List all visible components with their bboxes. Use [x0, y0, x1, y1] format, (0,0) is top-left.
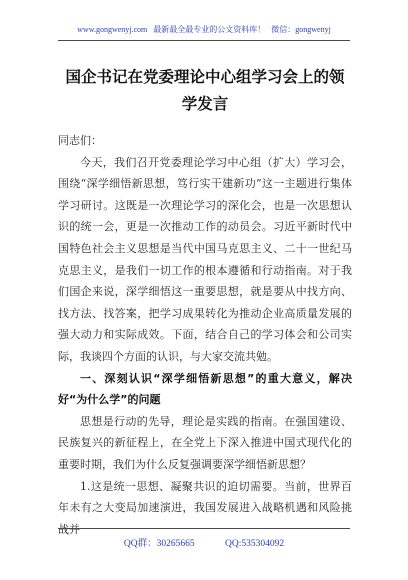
page-header: [0, 24, 408, 35]
document-body: [58, 130, 352, 540]
header-url[interactable]: www.gongwenyj.com: [77, 25, 148, 34]
document-title: 国企书记在党委理论中心组学习会上的领学发言: [65, 68, 345, 113]
body-paragraph: 思想是行动的先导，理论是实践的指南。在强国建设、民族复兴的新征程上，在全党上下深入推进中国式现代化的重要时期，我们为什么反复强调要深学细悟新思想？: [58, 414, 352, 471]
header-wechat: 微信：gongwenyj: [271, 25, 331, 34]
header-divider: [58, 40, 350, 41]
body-paragraph: 今天，我们召开党委理论学习中心组（扩大）学习会，围绕“深学细悟新思想，笃行实干建新功”这一主题进行集体学习研讨。这既是一次理论学习的深化会，也是一次思想认识的统一会，更是一次推动工作的动员会。习近平新时代中国特色社会主义思想是当代中国马克思主义、二十一世纪马克思主义，是我们一切工作的根本遵循和行动指南。对于我们国企来说，深学细悟这一重要思想，就是要从中找方向、找方法、找答案，把学习成果转化为推动企业高质量发展的强大动力和实际成效。下面，结合自己的学习体会和公司实际，我谈四个方面的认识，与大家交流共勉。: [58, 155, 352, 363]
section-heading: 一、深刻认识“深学细悟新思想”的重大意义，解决好“为什么学”的问题: [58, 371, 352, 407]
footer-qq-group: QQ群：30265665: [123, 539, 195, 549]
salutation: 同志们：: [58, 134, 102, 147]
body-paragraph: 1.这是统一思想、凝聚共识的迫切需要。当前，世界百年未有之大变局加速演进，我国发展进入战略机遇和风险挑战并: [58, 479, 352, 536]
page-footer: [0, 535, 408, 549]
footer-qq: QQ:535304092: [224, 539, 285, 549]
header-tagline: 最新最全最专业的公文资料库！: [153, 25, 266, 34]
footer-divider: [58, 528, 350, 529]
